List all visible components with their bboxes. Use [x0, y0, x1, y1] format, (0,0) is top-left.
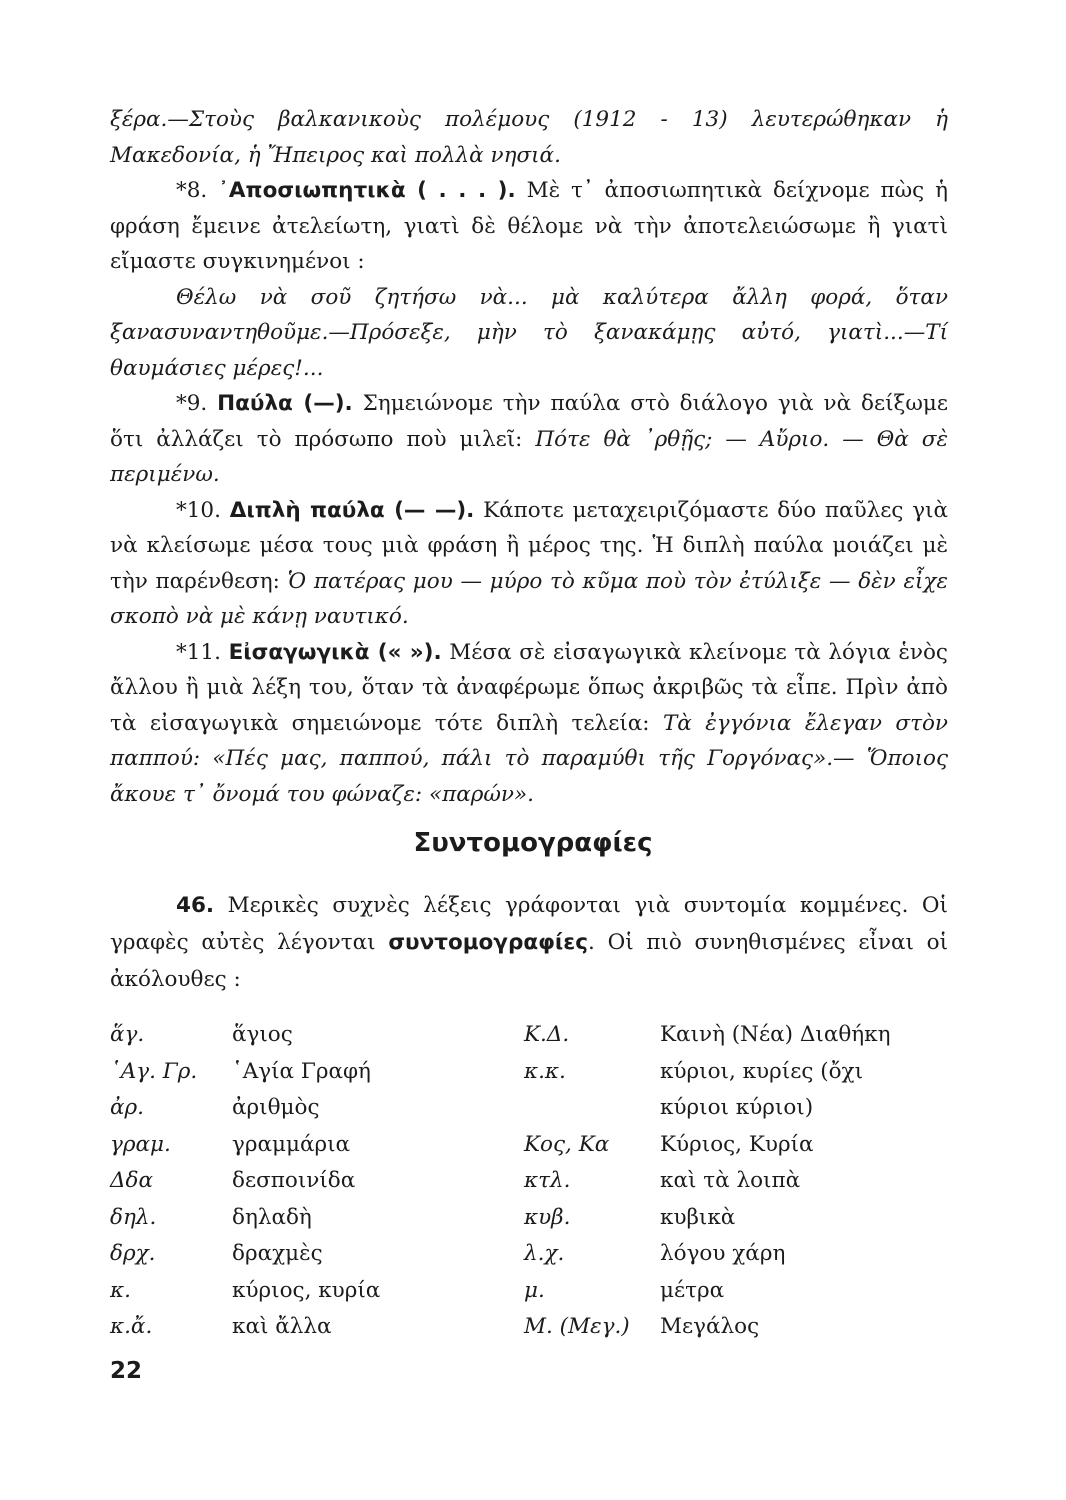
item-number: *8. — [176, 178, 208, 203]
full-form: ῾Αγία Γραφή — [232, 1058, 371, 1084]
full-form: κύριοι κύριοι) — [660, 1095, 814, 1120]
full-form: κύριος, κυρία — [232, 1277, 381, 1303]
paragraph-intro: ξέρα.—Στοὺς βαλκανικοὺς πολέμους (1912 - 13) λευτερώθηκαν ἡ Μακεδονία, ἡ Ἤπειρος καὶ πολλὰ νησιά. — [110, 107, 948, 168]
item-title: Εἰσαγωγικὰ (« »). — [228, 639, 442, 665]
table-row — [110, 1132, 950, 1169]
section-heading: Συντομογραφίες — [413, 828, 653, 858]
table-row — [110, 1314, 950, 1351]
body-text — [110, 102, 948, 812]
item-text: Σημειώνομε τὴν παύλα στὸ διάλογο γιὰ νὰ δείξωμε ὅτι ἀλλάζει τὸ πρόσωπο ποὺ μιλεῖ: — [110, 391, 949, 452]
abbreviation: ῾Αγ. Γρ. — [110, 1058, 198, 1084]
full-form: κύριοι, κυρίες (ὄχι — [660, 1058, 864, 1084]
item-text: Κάποτε μεταχειριζόμαστε δύο παῦλες γιὰ νὰ κλείσωμε μέσα τους μιὰ φράση ἢ μέρος της. Ἡ διπλὴ παύλα μοιάζει μὲ τὴν παρένθεση: — [110, 497, 948, 594]
table-row — [110, 1022, 950, 1059]
abbreviation: κ.κ. — [524, 1058, 566, 1084]
abbreviation: Δδα — [110, 1168, 153, 1193]
item-pavla — [110, 386, 948, 493]
table-row — [110, 1205, 950, 1242]
item-text: Μέσα σὲ εἰσαγωγικὰ κλείνομε τὰ λόγια ἑνὸς ἄλλου ἢ μιὰ λέξη του, ὅταν τὰ ἀναφέρωμε ὅπως ἀκριβῶς τὰ εἶπε. Πρὶν ἀπὸ τὰ εἰσαγωγικὰ σημειώνομε τότε διπλὴ τελεία: — [110, 639, 948, 736]
abbreviation-table — [110, 1022, 950, 1351]
paragraph-46 — [110, 887, 948, 998]
abbreviation: ἀρ. — [110, 1095, 144, 1120]
abbreviation — [524, 1095, 660, 1132]
abbreviation: δρχ. — [110, 1241, 156, 1266]
full-form: καὶ τὰ λοιπὰ — [660, 1168, 801, 1193]
full-form: Καινὴ (Νέα) Διαθήκη — [660, 1022, 891, 1047]
item-title: Παύλα (—). — [217, 391, 353, 416]
full-form: ἅγιος — [232, 1022, 293, 1047]
item-title: Διπλὴ παύλα (— —). — [229, 497, 475, 523]
item-number: *9. — [176, 391, 208, 416]
item-example: Τὰ ἐγγόνια ἔλεγαν στὸν παππού: «Πές μας, παππού, πάλι τὸ παραμύθι τῆς Γοργόνας».— Ὅποιος ἄκουε τ᾿ ὄνομά του φώναζε: «παρών». — [110, 710, 948, 807]
item-aposiopitika — [110, 173, 948, 280]
full-form: δηλαδὴ — [232, 1204, 312, 1230]
table-row — [110, 1059, 950, 1096]
abbreviation: γραμ. — [110, 1131, 171, 1157]
abbreviation: ἅγ. — [110, 1022, 145, 1047]
abbreviation: κυβ. — [524, 1204, 571, 1230]
full-form: μέτρα — [660, 1277, 725, 1303]
full-form: ἀριθμὸς — [232, 1095, 320, 1120]
term: συντομογραφίες — [388, 930, 589, 955]
abbreviation: μ. — [524, 1277, 545, 1303]
full-form: δραχμὲς — [232, 1241, 323, 1266]
abbreviation: κτλ. — [524, 1168, 571, 1193]
item-number: *10. — [176, 497, 221, 523]
full-form: καὶ ἄλλα — [232, 1314, 332, 1339]
item-eisagogika — [110, 635, 948, 813]
full-form: δεσποινίδα — [232, 1168, 356, 1193]
item-example: Πότε θὰ ᾿ρθῇς; — Αὔριο. — Θὰ σὲ περιμένω. — [110, 426, 948, 487]
item-example: Θέλω νὰ σοῦ ζητήσω νὰ... μὰ καλύτερα ἄλλη φορά, ὅταν ξανασυναντηθοῦμε.—Πρόσεξε, μὴν τὸ ξανακάμῃς αὐτό, γιατὶ...—Τί θαυμάσιες μέρες!... — [110, 284, 948, 381]
abbreviation: Μ. (Μεγ.) — [524, 1314, 630, 1339]
abbreviation-rows — [110, 1022, 950, 1351]
page-number: 22 — [110, 1358, 143, 1384]
paragraph-text: . Οἱ πιὸ συνηθισμένες εἶναι οἱ ἀκόλουθες : — [110, 930, 949, 992]
full-form: Κύριος, Κυρία — [660, 1131, 814, 1157]
item-example: Ὁ πατέρας μου — μύρο τὸ κῦμα ποὺ τὸν ἐτύλιξε — δὲν εἶχε σκοπὸ νὰ μὲ κάνῃ ναυτικό. — [110, 568, 948, 629]
abbreviation: Κος, Κα — [524, 1131, 610, 1157]
abbreviation: δηλ. — [110, 1204, 157, 1230]
abbreviation: λ.χ. — [524, 1241, 565, 1266]
abbreviation: Κ.Δ. — [524, 1022, 570, 1047]
full-form: γραμμάρια — [232, 1131, 351, 1157]
table-row — [110, 1095, 950, 1132]
table-row — [110, 1241, 950, 1278]
abbreviation: κ.ἄ. — [110, 1314, 153, 1339]
full-form: λόγου χάρη — [660, 1241, 786, 1266]
item-text: Μὲ τ᾿ ἀποσιωπητικὰ δείχνομε πὼς ἡ φράση ἔμεινε ἀτελείωτη, γιατὶ δὲ θέλομε νὰ τὴν ἀποτελειώσωμε ἢ γιατὶ εἴμαστε συγκινημένοι : — [110, 178, 948, 274]
table-row — [110, 1278, 950, 1315]
item-number: *11. — [176, 639, 221, 665]
full-form: Μεγάλος — [660, 1314, 760, 1339]
full-form: κυβικὰ — [660, 1204, 736, 1230]
abbreviation: κ. — [110, 1277, 131, 1303]
table-row — [110, 1168, 950, 1205]
item-title: ᾿Αποσιωπητικὰ ( . . . ). — [218, 178, 516, 203]
paragraph-number: 46. — [176, 893, 215, 918]
item-dipli-pavla — [110, 493, 948, 635]
paragraph-text: Μερικὲς συχνὲς λέξεις γράφονται γιὰ συντομία κομμένες. Οἱ γραφὲς αὐτὲς λέγονται — [110, 893, 948, 955]
